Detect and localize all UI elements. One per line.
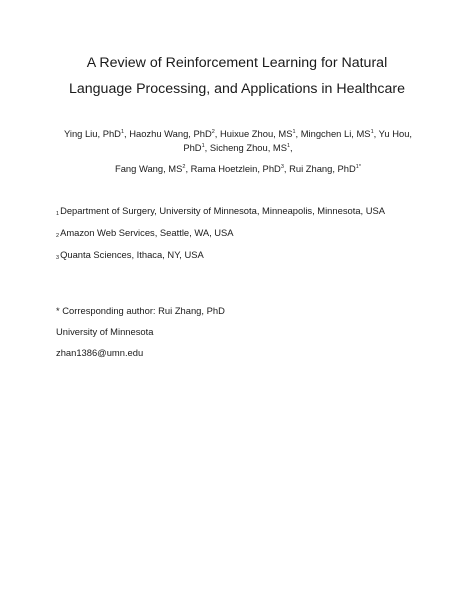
author-separator: , bbox=[295, 128, 301, 139]
author-name: PhD bbox=[183, 141, 202, 153]
author-name: Yu Hou, bbox=[378, 128, 413, 139]
affiliation-3 bbox=[56, 249, 204, 264]
corresponding-author: * Corresponding author: Rui Zhang, PhD bbox=[56, 305, 225, 316]
author-name: Fang Wang, MS bbox=[114, 163, 183, 174]
paper-title-line-1: A Review of Reinforcement Learning for Natural bbox=[86, 55, 388, 71]
affiliation-1 bbox=[56, 205, 385, 220]
author-list-continued bbox=[48, 162, 428, 176]
affiliation-number: 3 bbox=[56, 255, 60, 261]
author-list bbox=[48, 127, 428, 154]
paper-title-line-2: Language Processing, and Applications in Healthcare bbox=[69, 81, 405, 97]
author-separator: , bbox=[214, 128, 221, 139]
corresponding-institution: University of Minnesota bbox=[56, 326, 154, 337]
author-name: Ying Liu, PhD bbox=[63, 128, 121, 139]
affiliation-number: 2 bbox=[56, 233, 60, 239]
author-separator: , bbox=[185, 163, 191, 174]
corresponding-email: zhan1386@umn.edu bbox=[56, 347, 144, 358]
author-separator: , bbox=[283, 163, 290, 174]
author-separator: , bbox=[373, 128, 379, 139]
author-affiliation-mark: 3 bbox=[280, 164, 284, 170]
author-name: Huixue Zhou, MS bbox=[220, 128, 293, 139]
author-name: Haozhu Wang, PhD bbox=[129, 128, 212, 139]
author-affiliation-mark: 2 bbox=[182, 164, 186, 170]
author-separator: , bbox=[204, 141, 210, 153]
author-row bbox=[48, 127, 428, 141]
affiliation-number: 1 bbox=[56, 211, 60, 217]
author-name: Sicheng Zhou, MS bbox=[209, 141, 287, 153]
author-affiliation-mark: 1 bbox=[370, 129, 374, 135]
affiliation-text: Amazon Web Services, Seattle, WA, USA bbox=[60, 227, 234, 238]
author-separator: , bbox=[290, 141, 293, 153]
author-name: Rui Zhang, PhD bbox=[289, 163, 356, 174]
affiliation-text: Quanta Sciences, Ithaca, NY, USA bbox=[60, 249, 204, 260]
author-separator: , bbox=[124, 128, 130, 139]
author-name: Mingchen Li, MS bbox=[300, 128, 371, 139]
author-affiliation-mark: 1* bbox=[355, 164, 361, 170]
affiliation-text: Department of Surgery, University of Minnesota, Minneapolis, Minnesota, USA bbox=[60, 205, 386, 216]
author-affiliation-mark: 1 bbox=[201, 142, 205, 149]
author-row bbox=[48, 141, 428, 155]
author-affiliation-mark: 1 bbox=[292, 129, 296, 135]
author-name: Rama Hoetzlein, PhD bbox=[190, 163, 281, 174]
author-affiliation-mark: 1 bbox=[286, 142, 291, 149]
author-affiliation-mark: 1 bbox=[120, 129, 124, 135]
affiliation-2 bbox=[56, 227, 234, 242]
author-affiliation-mark: 2 bbox=[211, 129, 215, 135]
